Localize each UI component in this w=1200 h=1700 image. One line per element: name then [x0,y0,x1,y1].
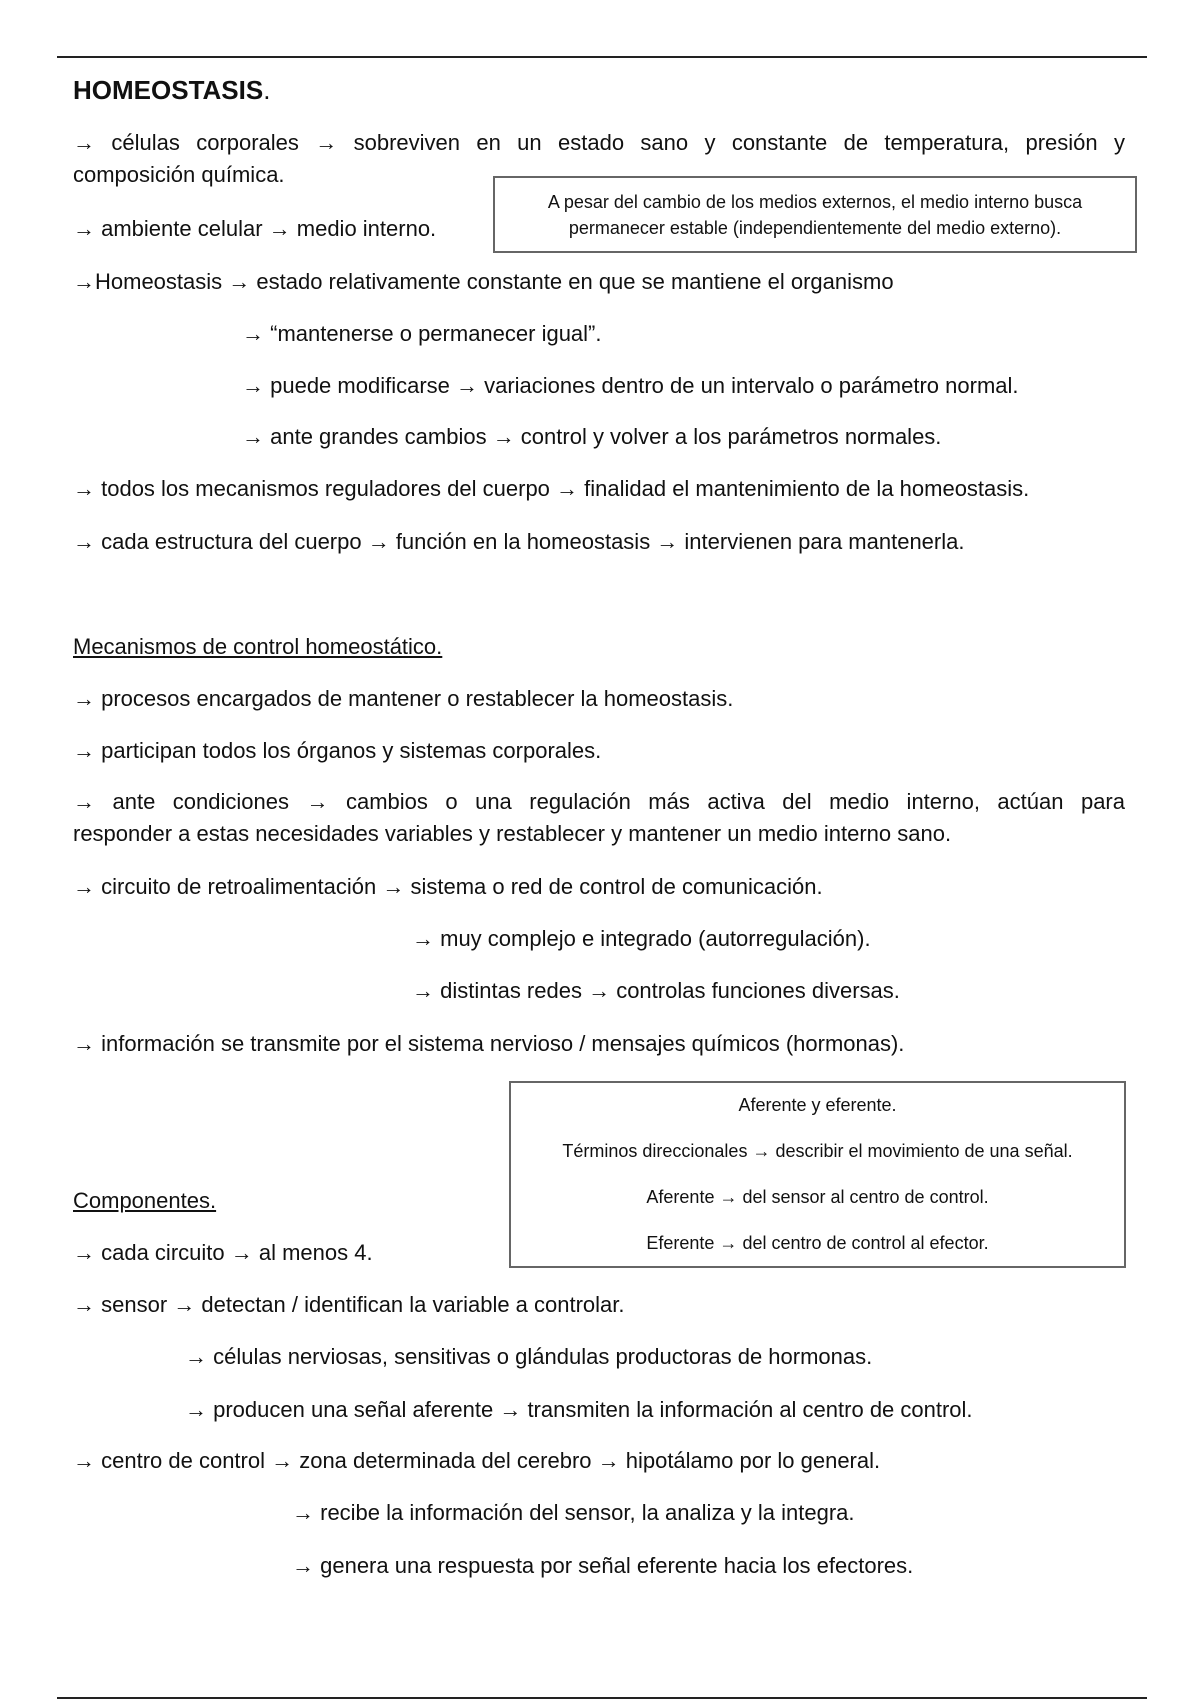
componentes-sub-2: → producen una señal aferente → transmiten la información al centro de control. [185,1397,973,1422]
intro-sub-2: → puede modificarse → variaciones dentro de un intervalo o parámetro normal. [242,373,1019,398]
mecanismos-line-4: → circuito de retroalimentación → sistema o red de control de comunicación. [73,874,823,899]
afferent-efferent-box [509,1081,1126,1268]
intro-sub-3: → ante grandes cambios → control y volver a los parámetros normales. [242,424,942,449]
mecanismos-line-5: → información se transmite por el sistema nervioso / mensajes químicos (hormonas). [73,1031,905,1056]
componentes-sub-4: → genera una respuesta por señal eferente hacia los efectores. [292,1553,914,1578]
box-title: Aferente y eferente. [738,1095,897,1115]
intro-sub-1: → “mantenerse o permanecer igual”. [242,321,602,346]
bottom-rule [57,1697,1147,1699]
componentes-line-2: → sensor → detectan / identifican la variable a controlar. [73,1292,625,1317]
mecanismos-sub-2: → distintas redes → controlas funciones diversas. [412,978,900,1003]
stability-note-box [493,176,1137,253]
intro-line-1: → células corporales → sobreviven en un estado sano y constante de temperatura, presión y [73,130,1125,155]
mecanismos-sub-1: → muy complejo e integrado (autorregulación). [412,926,871,951]
mecanismos-line-2: → participan todos los órganos y sistemas corporales. [73,738,602,763]
mecanismos-heading: Mecanismos de control homeostático. [73,634,443,659]
intro-line-1b: composición química. [73,162,285,187]
stability-note-line-2: permanecer estable (independientemente del medio externo). [568,218,1062,238]
intro-line-4: → todos los mecanismos reguladores del cuerpo → finalidad el mantenimiento de la homeostasis. [73,476,1030,501]
componentes-line-1: → cada circuito → al menos 4. [73,1240,373,1265]
box-line-3: Eferente → del centro de control al efector. [646,1233,989,1253]
top-rule [57,56,1147,58]
intro-line-2: → ambiente celular → medio interno. [73,216,437,241]
componentes-line-3: → centro de control → zona determinada del cerebro → hipotálamo por lo general. [73,1448,881,1473]
intro-line-3: →Homeostasis → estado relativamente constante en que se mantiene el organismo [73,269,894,294]
box-line-1: Términos direccionales → describir el movimiento de una señal. [562,1141,1073,1161]
mecanismos-line-3b: responder a estas necesidades variables y restablecer y mantener un medio interno sano. [73,821,952,846]
mecanismos-line-1: → procesos encargados de mantener o restablecer la homeostasis. [73,686,734,711]
componentes-sub-3: → recibe la información del sensor, la analiza y la integra. [292,1500,855,1525]
componentes-heading: Componentes. [73,1188,217,1213]
page-title: HOMEOSTASIS. [73,75,271,105]
box-line-2: Aferente → del sensor al centro de control. [646,1187,989,1207]
componentes-sub-1: → células nerviosas, sensitivas o glándulas productoras de hormonas. [185,1344,873,1369]
intro-line-5: → cada estructura del cuerpo → función en la homeostasis → intervienen para mantenerla. [73,529,965,554]
stability-note-line-1: A pesar del cambio de los medios externos, el medio interno busca [547,192,1083,212]
mecanismos-line-3a: → ante condiciones → cambios o una regulación más activa del medio interno, actúan para [73,789,1125,814]
